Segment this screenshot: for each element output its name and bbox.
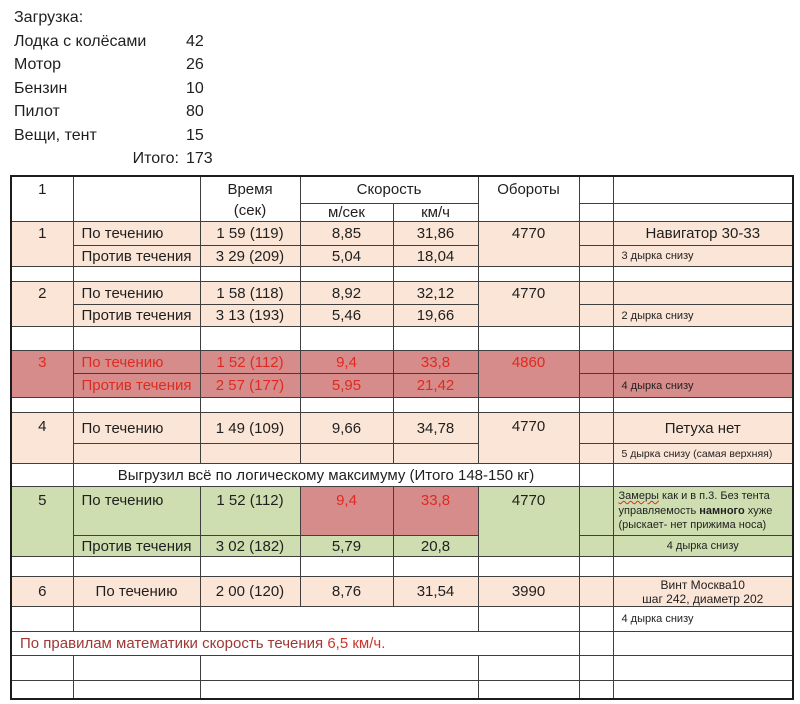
run3-down-kmh-cell[interactable]: 33,8 bbox=[393, 351, 478, 374]
run1-upstream-row: Против течения 3 29 (209) 5,04 18,04 3 дырка снизу bbox=[11, 246, 793, 267]
footer-note-row bbox=[11, 632, 793, 656]
run5-note-sub-cell[interactable]: 4 дырка снизу bbox=[613, 536, 793, 557]
footer-note-cell[interactable]: По правилам математики скорость течения 6,5 км/ч. bbox=[11, 632, 579, 656]
run6-note-main-cell[interactable]: Винт Москва10 шаг 242, диаметр 202 bbox=[613, 577, 793, 607]
run2-up-ms-cell[interactable]: 5,46 bbox=[300, 305, 393, 327]
run5-up-ms-cell[interactable]: 5,79 bbox=[300, 536, 393, 557]
header-kmh-cell[interactable]: км/ч bbox=[393, 203, 478, 221]
header-ms-cell[interactable]: м/сек bbox=[300, 203, 393, 221]
run4-empty-row bbox=[11, 444, 793, 464]
run3-note-sub-cell[interactable]: 4 дырка снизу bbox=[613, 374, 793, 398]
speed-test-table bbox=[10, 175, 794, 700]
run1-down-kmh-cell[interactable]: 31,86 bbox=[393, 222, 478, 246]
run5-rpm-cell[interactable]: 4770 bbox=[478, 487, 579, 557]
run4-down-ms-cell[interactable]: 9,66 bbox=[300, 413, 393, 444]
run1-up-time-cell[interactable]: 3 29 (209) bbox=[200, 246, 300, 267]
run1-rpm-cell[interactable]: 4770 bbox=[478, 222, 579, 267]
run2-down-time-cell[interactable]: 1 58 (118) bbox=[200, 282, 300, 305]
header-time-cell[interactable]: Время (сек) bbox=[200, 176, 300, 222]
run5-up-kmh-cell[interactable]: 20,8 bbox=[393, 536, 478, 557]
header-num-cell[interactable]: 1 bbox=[11, 176, 73, 222]
run4-downstream-row: 4 По течению 1 49 (109) 9,66 34,78 4770 Петуха нет bbox=[11, 413, 793, 444]
loading-item-pilot: Пилот 80 bbox=[14, 103, 204, 120]
loading-total-value[interactable]: 173 bbox=[186, 150, 213, 167]
run3-down-time-cell[interactable]: 1 52 (112) bbox=[200, 351, 300, 374]
run2-downstream-row: 2 По течению 1 58 (118) 8,92 32,12 4770 bbox=[11, 282, 793, 305]
run5-up-time-cell[interactable]: 3 02 (182) bbox=[200, 536, 300, 557]
run1-up-ms-cell[interactable]: 5,04 bbox=[300, 246, 393, 267]
loading-item-gear: Вещи, тент 15 bbox=[14, 126, 204, 144]
run2-note-sub-cell[interactable]: 2 дырка снизу bbox=[613, 305, 793, 327]
run6-downstream-row: 6 По течению 2 00 (120) 8,76 31,54 3990 Винт Москва10 шаг 242, диаметр 202 bbox=[11, 577, 793, 607]
run3-rpm-cell[interactable]: 4860 bbox=[478, 351, 579, 398]
run6-note-row bbox=[11, 607, 793, 632]
run2-up-kmh-cell[interactable]: 19,66 bbox=[393, 305, 478, 327]
run1-note-main-cell[interactable]: Навигатор 30-33 bbox=[613, 222, 793, 246]
header-row-1 bbox=[11, 176, 793, 203]
run3-num-cell[interactable]: 3 bbox=[11, 351, 73, 398]
run6-num-cell[interactable]: 6 bbox=[11, 577, 73, 607]
run3-upstream-row: Против течения 2 57 (177) 5,95 21,42 4 дырка снизу bbox=[11, 374, 793, 398]
run4-num-cell[interactable]: 4 bbox=[11, 413, 73, 464]
loading-item-fuel: Бензин 10 bbox=[14, 79, 204, 97]
run1-num-cell[interactable]: 1 bbox=[11, 222, 73, 267]
run3-downstream-row: 3 По течению 1 52 (112) 9,4 33,8 4860 bbox=[11, 351, 793, 374]
loading-total-row bbox=[14, 147, 213, 171]
run6-rpm-cell[interactable]: 3990 bbox=[478, 577, 579, 607]
run4-rpm-cell[interactable]: 4770 bbox=[478, 413, 579, 464]
header-speed-cell[interactable]: Скорость bbox=[300, 176, 478, 203]
run6-down-ms-cell[interactable]: 8,76 bbox=[300, 577, 393, 607]
run5-num-cell[interactable]: 5 bbox=[11, 487, 73, 557]
run4-note-main-cell[interactable]: Петуха нет bbox=[613, 413, 793, 444]
unload-note-row bbox=[11, 464, 793, 487]
run5-down-ms-cell[interactable]: 9,4 bbox=[300, 487, 393, 536]
run1-up-kmh-cell[interactable]: 18,04 bbox=[393, 246, 478, 267]
run2-down-kmh-cell[interactable]: 32,12 bbox=[393, 282, 478, 305]
run5-note-main-cell[interactable]: Замеры как и в п.3. Без тента управляемость намного хуже (рыскает- нет прижима носа) bbox=[613, 487, 793, 536]
run3-up-ms-cell[interactable]: 5,95 bbox=[300, 374, 393, 398]
run2-rpm-cell[interactable]: 4770 bbox=[478, 282, 579, 327]
spacer-row bbox=[11, 557, 793, 577]
run5-upstream-row: Против течения 3 02 (182) 5,79 20,8 4 дырка снизу bbox=[11, 536, 793, 557]
header-rpm-cell[interactable]: Обороты bbox=[478, 176, 579, 222]
run2-num-cell[interactable]: 2 bbox=[11, 282, 73, 327]
run6-down-kmh-cell[interactable]: 31,54 bbox=[393, 577, 478, 607]
spacer-row bbox=[11, 267, 793, 282]
run2-down-ms-cell[interactable]: 8,92 bbox=[300, 282, 393, 305]
loading-item-boat: Лодка с колёсами 42 bbox=[14, 32, 204, 50]
loading-total-label[interactable]: Итого: bbox=[132, 150, 179, 167]
header-spacer-cell[interactable] bbox=[579, 176, 613, 203]
run1-downstream-row: 1 По течению 1 59 (119) 8,85 31,86 4770 Навигатор 30-33 bbox=[11, 222, 793, 246]
spacer-row bbox=[11, 398, 793, 413]
run1-down-ms-cell[interactable]: 8,85 bbox=[300, 222, 393, 246]
run5-down-time-cell[interactable]: 1 52 (112) bbox=[200, 487, 300, 536]
header-notes-cell[interactable] bbox=[613, 176, 793, 203]
header-direction-cell[interactable] bbox=[73, 176, 200, 222]
run2-up-time-cell[interactable]: 3 13 (193) bbox=[200, 305, 300, 327]
run2-upstream-row: Против течения 3 13 (193) 5,46 19,66 2 дырка снизу bbox=[11, 305, 793, 327]
empty-row bbox=[11, 656, 793, 681]
unload-note-cell[interactable]: Выгрузил всё по логическому максимуму (Итого 148-150 кг) bbox=[73, 464, 579, 487]
run3-down-ms-cell[interactable]: 9,4 bbox=[300, 351, 393, 374]
loading-title[interactable]: Загрузка: bbox=[14, 9, 84, 26]
empty-row bbox=[11, 681, 793, 699]
run3-up-time-cell[interactable]: 2 57 (177) bbox=[200, 374, 300, 398]
run5-down-kmh-cell[interactable]: 33,8 bbox=[393, 487, 478, 536]
run1-note-sub-cell[interactable]: 3 дырка снизу bbox=[613, 246, 793, 267]
run3-up-kmh-cell[interactable]: 21,42 bbox=[393, 374, 478, 398]
run6-down-time-cell[interactable]: 2 00 (120) bbox=[200, 577, 300, 607]
run4-down-kmh-cell[interactable]: 34,78 bbox=[393, 413, 478, 444]
spacer-row bbox=[11, 327, 793, 351]
run1-down-time-cell[interactable]: 1 59 (119) bbox=[200, 222, 300, 246]
loading-summary bbox=[14, 6, 213, 171]
loading-item-motor: Мотор 26 bbox=[14, 56, 204, 73]
run6-note-sub-cell[interactable]: 4 дырка снизу bbox=[613, 607, 793, 632]
run4-note-sub-cell[interactable]: 5 дырка снизу (самая верхняя) bbox=[613, 444, 793, 464]
run4-down-time-cell[interactable]: 1 49 (109) bbox=[200, 413, 300, 444]
run5-downstream-row: 5 По течению 1 52 (112) 9,4 33,8 4770 Замеры как и в п.3. Без тента управляемость намного хуже (рыскает- нет прижима носа) bbox=[11, 487, 793, 536]
